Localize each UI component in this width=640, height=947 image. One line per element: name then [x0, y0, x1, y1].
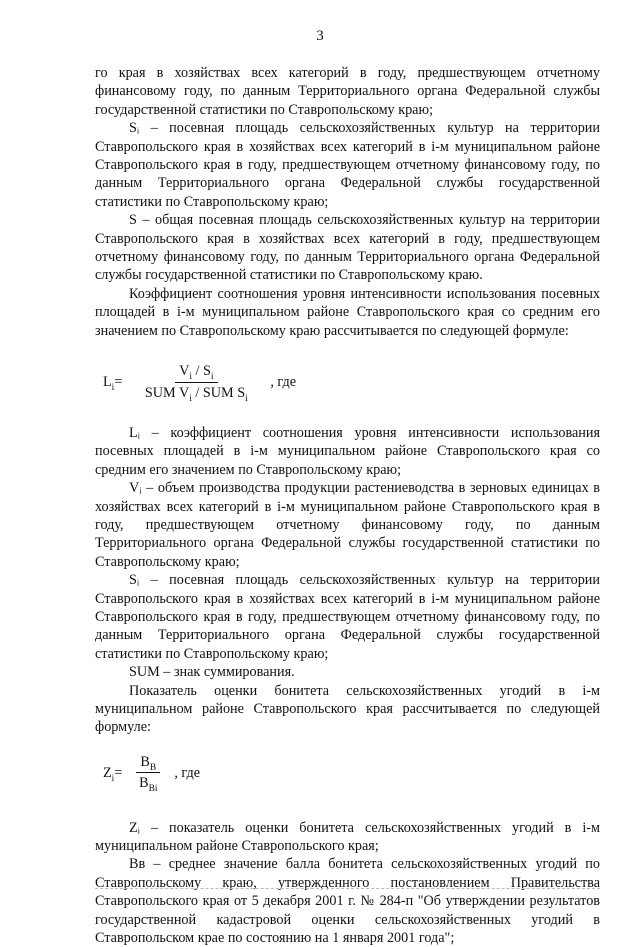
- formula-li-numerator: $V_i / S_i$: [175, 362, 217, 382]
- formula-li-denominator: SUM $V_i$ / SUM $S_i$: [144, 384, 248, 404]
- formula-li-lhs: $L_i$: [103, 373, 115, 393]
- paragraph-def-li: Lᵢ – коэффициент соотношения уровня интенсивности использования посевных площадей в i-м муниципальном районе Ставропольского края со средним его значением по Ставропольскому краю;: [95, 424, 600, 478]
- formula-li-equals: =: [114, 373, 123, 390]
- paragraph-continuation: го края в хозяйствах всех категорий в году, предшествующем отчетному финансовому году, по данным Территориального органа Федеральной службы государственной статистики по Ставропольскому краю;: [95, 65, 600, 118]
- formula-zi-denominator: $B_{Bi}$: [139, 775, 158, 795]
- paragraph-def-zi: Zᵢ – показатель оценки бонитета сельскохозяйственных угодий в i-м муниципальном районе Ставропольского края;: [95, 819, 600, 855]
- formula-zi: [95, 753, 600, 793]
- formula-zi-lhs: $Z_i$: [103, 764, 115, 784]
- paragraph-def-bb: Bʙ – среднее значение балла бонитета сельскохозяйственных угодий по Ставропольскому краю, утвержденного постановлением Правительства Ставропольского края от 5 декабря 2001 г. № 284-п "Об утверждении результатов государственной кадастровой оценки сельскохозяйственных угодий в Ставропольском крае по состоянию на 1 января 2001 года";: [95, 856, 600, 947]
- paragraph-def-si: Sᵢ – посевная площадь сельскохозяйственных культур на территории Ставропольского края в хозяйствах всех категорий в i-м муниципальном районе Ставропольского края в году, предшествующем отчетному финансовому году, по данным Территориального органа Федеральной службы государственной статистики по Ставропольскому краю;: [95, 120, 600, 210]
- paragraph-def-vi: Vᵢ – объем производства продукции растениеводства в зерновых единицах в хозяйствах всех категорий в i-м муниципальном районе Ставропольского края в году, предшествующем отчетному финансовому году, по данным Территориального органа Федеральной службы государственной статистики по Ставропольскому краю;: [95, 480, 600, 570]
- formula-zi-suffix: , где: [174, 764, 201, 781]
- formula-zi-fraction: [126, 753, 170, 793]
- paragraph-bonitet-intro: Показатель оценки бонитета сельскохозяйственных угодий в i-м муниципальном районе Ставропольского края рассчитывается по следующей формуле:: [95, 682, 600, 736]
- paragraph-coefficient-intro: Коэффициент соотношения уровня интенсивности использования посевных площадей в i-м муниципальном районе Ставропольского края со средним его значением по Ставропольскому краю рассчитывается по следующей формуле:: [95, 285, 600, 339]
- formula-li-suffix: , где: [270, 373, 297, 390]
- paragraph-def-s: S – общая посевная площадь сельскохозяйственных культур на территории Ставропольского края в хозяйствах всех категорий в году, предшествующем отчетному финансовому году, по данным Территориального органа Федеральной службы государственной статистики по Ставропольскому краю.: [95, 212, 600, 284]
- formula-li: [95, 362, 600, 402]
- scan-bottom-edge: [95, 888, 600, 889]
- document-body: [95, 64, 600, 947]
- paragraph-def-si-2: Sᵢ – посевная площадь сельскохозяйственных культур на территории Ставропольского края в хозяйствах всех категорий в i-м муниципальном районе Ставропольского края в году, предшествующем отчетному финансовому году, по данным Территориального органа Федеральной службы государственной статистики по Ставропольскому краю;: [95, 572, 600, 662]
- page-number: 3: [316, 28, 324, 44]
- formula-zi-numerator: $B_B$: [136, 753, 160, 773]
- paragraph-def-sum: SUM – знак суммирования.: [129, 664, 295, 681]
- formula-zi-equals: =: [114, 764, 123, 781]
- formula-li-fraction: [126, 362, 266, 402]
